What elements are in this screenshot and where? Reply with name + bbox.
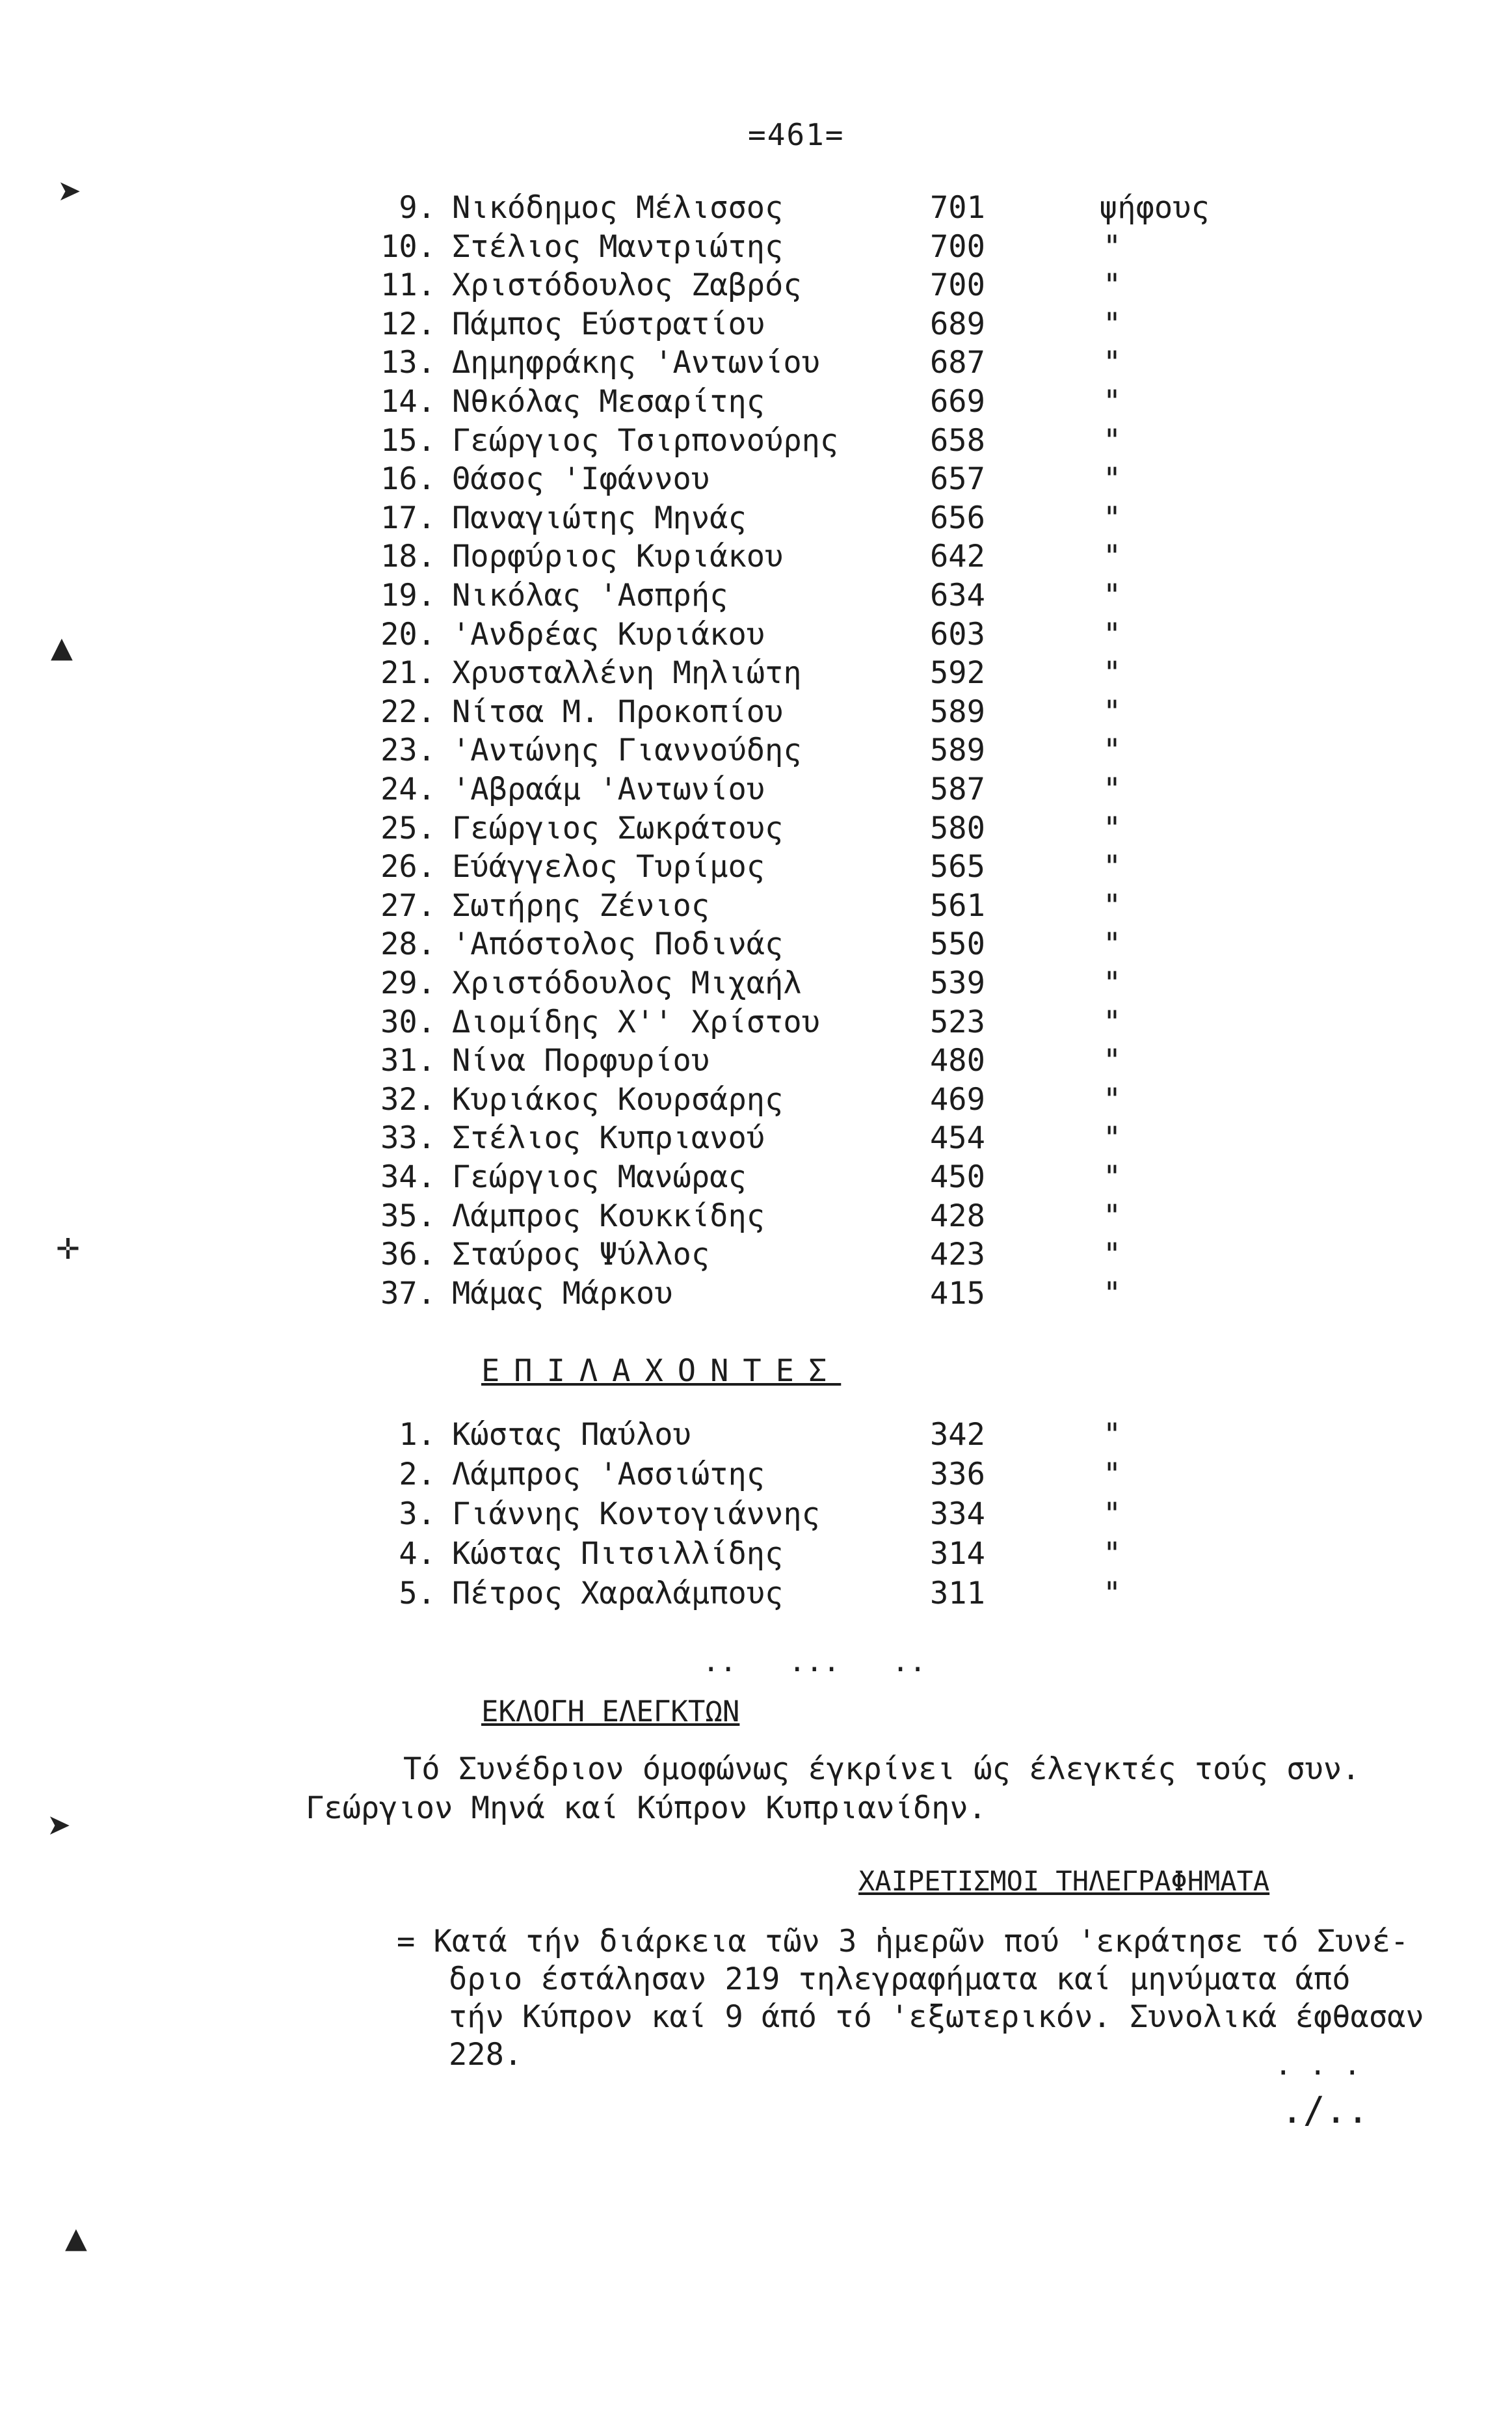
auditors-text-line: Γεώργιον Μηνά καί Κύπρον Κυπριανίδην.	[306, 1790, 987, 1826]
margin-tick-mark: ➤	[47, 1808, 71, 1842]
continuation-dots: . . .	[1275, 2049, 1361, 2082]
candidate-name: Διομίδης Χ'' Χρίστου	[452, 1004, 820, 1040]
candidate-name: 'Ανδρέας Κυριάκου	[452, 616, 765, 652]
candidate-name: Πάμπος Εύστρατίου	[452, 306, 765, 342]
margin-tick-mark: ▲	[51, 631, 73, 664]
candidate-name: Λάμπρος Κουκκίδης	[452, 1198, 765, 1234]
ditto-mark: "	[1102, 849, 1122, 885]
row-number: 3.	[399, 1496, 436, 1532]
ditto-mark: "	[1102, 228, 1122, 265]
candidate-name: Κώστας Παύλου	[452, 1417, 691, 1453]
vote-count: 642	[930, 539, 985, 575]
vote-count: 589	[930, 693, 985, 730]
candidate-name: Νικόλας 'Ασπρής	[452, 578, 728, 613]
candidate-name: Δημηφράκης 'Αντωνίου	[452, 345, 820, 381]
ditto-mark: "	[1102, 345, 1122, 381]
auditors-text-line: Τό Συνέδριον όμοφώνως έγκρίνει ώς έλεγκτές τούς συν.	[403, 1751, 1360, 1787]
row-number: 16.	[380, 461, 436, 498]
separator-dots: .. ... ..	[702, 1645, 927, 1678]
row-number: 1.	[399, 1417, 436, 1453]
row-number: 34.	[380, 1159, 436, 1195]
greetings-text-line: τήν Κύπρον καί 9 άπό τό 'εξωτερικόν. Συνολικά έφθασαν	[449, 1999, 1424, 2035]
ditto-mark: "	[1102, 1043, 1122, 1079]
candidate-name: Νικόδημος Μέλισσος	[452, 190, 784, 226]
vote-count: 423	[930, 1237, 985, 1273]
row-number: 11.	[380, 267, 436, 304]
ditto-mark: "	[1102, 1457, 1122, 1492]
candidate-name: Γεώργιος Σωκράτους	[452, 810, 784, 846]
row-number: 37.	[380, 1275, 436, 1311]
vote-count: 580	[930, 810, 985, 846]
row-number: 20.	[380, 616, 436, 652]
vote-count: 523	[930, 1004, 985, 1040]
ditto-mark: "	[1102, 693, 1122, 730]
greetings-heading: ΧΑΙΡΕΤΙΣΜΟΙ ΤΗΛΕΓΡΑΦΗΜΑΤΑ	[858, 1865, 1270, 1897]
vote-count: 658	[930, 422, 985, 459]
vote-count: 454	[930, 1120, 985, 1157]
vote-count: 657	[930, 461, 985, 498]
row-number: 19.	[380, 578, 436, 613]
candidate-name: Εύάγγελος Τυρίμος	[452, 849, 765, 885]
ditto-mark: "	[1102, 1198, 1122, 1234]
candidate-name: Μάμας Μάρκου	[452, 1275, 673, 1311]
ditto-mark: "	[1102, 1417, 1122, 1453]
ditto-mark: "	[1102, 422, 1122, 459]
row-number: 36.	[380, 1237, 436, 1273]
candidate-name: Νίνα Πορφυρίου	[452, 1043, 710, 1079]
candidate-name: Στέλιος Κυπριανού	[452, 1120, 765, 1157]
vote-count: 336	[930, 1457, 985, 1492]
vote-count: 700	[930, 267, 985, 304]
auditors-heading: ΕΚΛΟΓΗ ΕΛΕΓΚΤΩΝ	[481, 1695, 740, 1728]
ditto-mark: "	[1102, 267, 1122, 304]
row-number: 30.	[380, 1004, 436, 1040]
candidate-name: Λάμπρος 'Ασσιώτης	[452, 1457, 765, 1492]
vote-count: 587	[930, 772, 985, 807]
margin-tick-mark: ✛	[56, 1233, 80, 1266]
ditto-mark: "	[1102, 1496, 1122, 1532]
vote-count: 669	[930, 384, 985, 420]
vote-count: 656	[930, 500, 985, 536]
vote-count: 415	[930, 1275, 985, 1311]
vote-count: 342	[930, 1417, 985, 1453]
row-number: 14.	[380, 384, 436, 420]
candidate-name: 'Αβραάμ 'Αντωνίου	[452, 772, 765, 807]
row-number: 33.	[380, 1120, 436, 1157]
ditto-mark: "	[1102, 733, 1122, 769]
vote-count: 689	[930, 306, 985, 342]
candidate-name: Κώστας Πιτσιλλίδης	[452, 1536, 784, 1572]
row-number: 23.	[380, 733, 436, 769]
ditto-mark: "	[1102, 306, 1122, 342]
row-number: 13.	[380, 345, 436, 381]
ditto-mark: "	[1102, 578, 1122, 613]
ditto-mark: "	[1102, 539, 1122, 575]
candidate-name: Χριστόδουλος Μιχαήλ	[452, 965, 802, 1001]
ditto-mark: "	[1102, 1081, 1122, 1118]
candidate-name: 'Απόστολος Ποδινάς	[452, 926, 784, 963]
ditto-mark: "	[1102, 772, 1122, 807]
row-number: 24.	[380, 772, 436, 807]
ditto-mark: "	[1102, 1120, 1122, 1157]
ditto-mark: "	[1102, 965, 1122, 1001]
vote-count: 469	[930, 1081, 985, 1118]
vote-count: 480	[930, 1043, 985, 1079]
row-number: 25.	[380, 810, 436, 846]
row-number: 2.	[399, 1457, 436, 1492]
row-number: 26.	[380, 849, 436, 885]
ditto-mark: "	[1102, 384, 1122, 420]
vote-count: 687	[930, 345, 985, 381]
vote-count: 561	[930, 887, 985, 924]
ditto-mark: "	[1102, 1004, 1122, 1040]
unit-label: ψήφους	[1099, 190, 1210, 226]
candidate-name: Γεώργιος Μανώρας	[452, 1159, 747, 1195]
ditto-mark: "	[1102, 461, 1122, 498]
greetings-text-line: δριο έστάλησαν 219 τηλεγραφήματα καί μηνύματα άπό	[449, 1961, 1351, 1997]
vote-count: 550	[930, 926, 985, 963]
row-number: 21.	[380, 655, 436, 692]
vote-count: 428	[930, 1198, 985, 1234]
candidate-name: Χριστόδουλος Ζαβρός	[452, 267, 802, 304]
candidate-name: Νθκόλας Μεσαρίτης	[452, 384, 765, 420]
ditto-mark: "	[1102, 810, 1122, 846]
row-number: 28.	[380, 926, 436, 963]
row-number: 29.	[380, 965, 436, 1001]
vote-count: 701	[930, 190, 985, 226]
ditto-mark: "	[1102, 1159, 1122, 1195]
row-number: 15.	[380, 422, 436, 459]
vote-count: 334	[930, 1496, 985, 1532]
row-number: 27.	[380, 887, 436, 924]
candidate-name: Σταύρος Ψύλλος	[452, 1237, 710, 1273]
margin-tick-mark: ▲	[65, 2222, 87, 2255]
vote-count: 589	[930, 733, 985, 769]
page-number: =461=	[748, 117, 845, 152]
vote-count: 700	[930, 228, 985, 265]
candidate-name: Γεώργιος Τσιρπονούρης	[452, 422, 839, 459]
candidate-name: Πορφύριος Κυριάκου	[452, 539, 784, 575]
vote-count: 592	[930, 655, 985, 692]
row-number: 10.	[380, 228, 436, 265]
candidate-name: Στέλιος Μαντριώτης	[452, 228, 784, 265]
ditto-mark: "	[1102, 1536, 1122, 1572]
row-number: 35.	[380, 1198, 436, 1234]
vote-count: 539	[930, 965, 985, 1001]
vote-count: 634	[930, 578, 985, 613]
greetings-text-line: = Κατά τήν διάρκεια τῶν 3 ἡμερῶν πού 'εκράτησε τό Συνέ-	[397, 1924, 1409, 1959]
row-number: 22.	[380, 693, 436, 730]
vote-count: 314	[930, 1536, 985, 1572]
row-number: 32.	[380, 1081, 436, 1118]
vote-count: 565	[930, 849, 985, 885]
vote-count: 603	[930, 616, 985, 652]
candidate-name: Θάσος 'Ιφάννου	[452, 461, 710, 498]
candidate-name: Παναγιώτης Μηνάς	[452, 500, 747, 536]
candidate-name: Χρυσταλλένη Μηλιώτη	[452, 655, 802, 692]
candidate-name: Σωτήρης Ζένιος	[452, 887, 710, 924]
row-number: 31.	[380, 1043, 436, 1079]
ditto-mark: "	[1102, 1237, 1122, 1273]
candidate-name: Γιάννης Κοντογιάννης	[452, 1496, 820, 1532]
ditto-mark: "	[1102, 1275, 1122, 1311]
row-number: 12.	[380, 306, 436, 342]
margin-arrow-mark: ➤	[57, 174, 81, 208]
candidate-name: Πέτρος Χαραλάμπους	[452, 1576, 784, 1611]
row-number: 9.	[399, 190, 436, 226]
row-number: 18.	[380, 539, 436, 575]
ditto-mark: "	[1102, 1576, 1122, 1611]
ditto-mark: "	[1102, 926, 1122, 963]
candidate-name: Κυριάκος Κουρσάρης	[452, 1081, 784, 1118]
row-number: 4.	[399, 1536, 436, 1572]
vote-count: 311	[930, 1576, 985, 1611]
row-number: 17.	[380, 500, 436, 536]
candidate-name: Νίτσα Μ. Προκοπίου	[452, 693, 784, 730]
alternates-heading: ΕΠΙΛΑΧΟΝΤΕΣ	[481, 1353, 842, 1389]
candidate-name: 'Αντώνης Γιαννούδης	[452, 733, 802, 769]
continuation-mark: ./..	[1281, 2090, 1369, 2132]
ditto-mark: "	[1102, 655, 1122, 692]
greetings-text-line: 228.	[449, 2037, 523, 2073]
vote-count: 450	[930, 1159, 985, 1195]
ditto-mark: "	[1102, 616, 1122, 652]
ditto-mark: "	[1102, 500, 1122, 536]
row-number: 5.	[399, 1576, 436, 1611]
ditto-mark: "	[1102, 887, 1122, 924]
